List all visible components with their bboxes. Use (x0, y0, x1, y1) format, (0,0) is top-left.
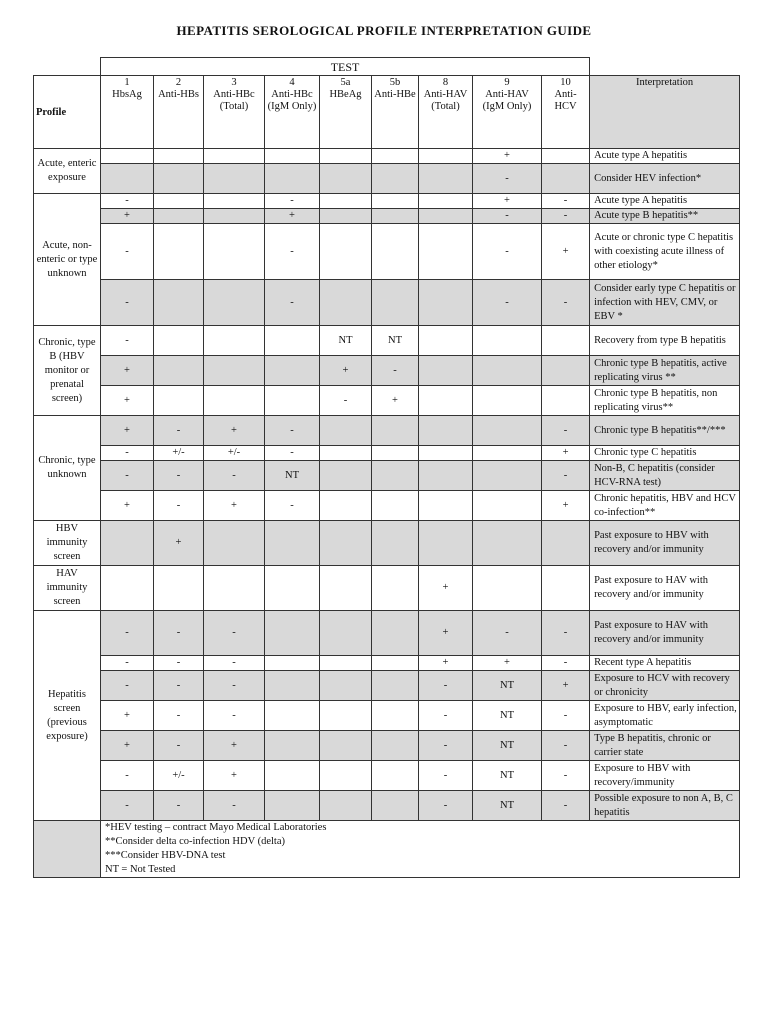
result-cell: + (101, 731, 154, 761)
result-cell: - (101, 224, 154, 280)
result-cell: - (473, 280, 542, 326)
result-cell: - (101, 194, 154, 209)
result-cell (204, 356, 265, 386)
result-cell: - (154, 611, 204, 656)
column-number: 5a (340, 77, 351, 88)
interpretation-cell: Acute type A hepatitis (590, 149, 740, 164)
table-corner (34, 58, 101, 76)
result-cell (419, 194, 473, 209)
result-cell: - (542, 209, 590, 224)
column-header (419, 76, 473, 149)
result-cell: - (419, 731, 473, 761)
result-cell: + (542, 671, 590, 701)
column-header (204, 76, 265, 149)
result-cell: + (204, 731, 265, 761)
table-row (34, 791, 740, 821)
result-cell (265, 611, 320, 656)
column-header (101, 76, 154, 149)
result-cell: + (204, 761, 265, 791)
result-cell: + (320, 356, 372, 386)
result-cell (473, 446, 542, 461)
result-cell (204, 194, 265, 209)
interpretation-cell: Possible exposure to non A, B, C hepatitis (590, 791, 740, 821)
result-cell (154, 224, 204, 280)
profile-cell: Acute, enteric exposure (34, 149, 101, 194)
interpretation-cell: Acute or chronic type C hepatitis with coexisting acute illness of other etiology* (590, 224, 740, 280)
column-number: 8 (442, 77, 449, 88)
result-cell: NT (473, 761, 542, 791)
interpretation-cell: Chronic type B hepatitis, active replicating virus ** (590, 356, 740, 386)
result-cell (154, 326, 204, 356)
table-row (34, 386, 740, 416)
result-cell: - (204, 461, 265, 491)
result-cell: - (542, 791, 590, 821)
result-cell: - (101, 280, 154, 326)
column-name: HbsAg (112, 89, 142, 100)
result-cell (473, 416, 542, 446)
column-header (154, 76, 204, 149)
result-cell (372, 149, 419, 164)
result-cell (372, 416, 419, 446)
interpretation-cell: Recovery from type B hepatitis (590, 326, 740, 356)
table-row (34, 446, 740, 461)
footnote-line: *HEV testing – contract Mayo Medical Laboratories (105, 822, 327, 833)
interpretation-cell: Exposure to HBV with recovery/immunity (590, 761, 740, 791)
result-cell: + (419, 566, 473, 611)
result-cell: - (473, 209, 542, 224)
result-cell (320, 461, 372, 491)
table-row (34, 566, 740, 611)
result-cell (419, 521, 473, 566)
test-group-row (34, 58, 740, 76)
table-row (34, 701, 740, 731)
result-cell: - (542, 701, 590, 731)
column-header (265, 76, 320, 149)
result-cell (204, 521, 265, 566)
test-group-header: TEST (101, 58, 590, 76)
result-cell (154, 209, 204, 224)
result-cell (419, 461, 473, 491)
result-cell (204, 326, 265, 356)
result-cell: - (372, 356, 419, 386)
result-cell (265, 326, 320, 356)
result-cell (265, 566, 320, 611)
result-cell (154, 280, 204, 326)
result-cell (204, 566, 265, 611)
result-cell (154, 194, 204, 209)
interpretation-cell: Type B hepatitis, chronic or carrier state (590, 731, 740, 761)
result-cell: - (101, 791, 154, 821)
table-row (34, 224, 740, 280)
table-row (34, 416, 740, 446)
table-corner-right (590, 58, 740, 76)
result-cell (154, 386, 204, 416)
result-cell (372, 731, 419, 761)
table-row (34, 326, 740, 356)
interpretation-header: Interpretation (590, 76, 740, 149)
result-cell: + (265, 209, 320, 224)
table-row (34, 209, 740, 224)
result-cell: - (542, 731, 590, 761)
interpretation-cell: Consider HEV infection* (590, 164, 740, 194)
result-cell: - (419, 791, 473, 821)
result-cell (542, 149, 590, 164)
column-number: 9 (504, 77, 510, 88)
result-cell: + (101, 209, 154, 224)
result-cell: - (154, 656, 204, 671)
result-cell (320, 491, 372, 521)
result-cell: - (473, 164, 542, 194)
result-cell: - (419, 761, 473, 791)
table-row (34, 656, 740, 671)
table-row (34, 280, 740, 326)
result-cell: + (204, 491, 265, 521)
result-cell: - (265, 491, 320, 521)
result-cell: - (542, 611, 590, 656)
column-name: Anti-HBc (Total) (213, 89, 255, 112)
column-number: 5b (389, 77, 401, 88)
result-cell (320, 611, 372, 656)
result-cell (320, 164, 372, 194)
interpretation-cell: Chronic type B hepatitis**/*** (590, 416, 740, 446)
result-cell: NT (473, 671, 542, 701)
result-cell: - (154, 491, 204, 521)
result-cell (320, 701, 372, 731)
result-cell: - (542, 761, 590, 791)
interpretation-cell: Chronic hepatitis, HBV and HCV co-infection** (590, 491, 740, 521)
table-row (34, 194, 740, 209)
result-cell (320, 224, 372, 280)
result-cell: - (101, 446, 154, 461)
result-cell: - (204, 791, 265, 821)
column-name: Anti-HBc (IgM Only) (267, 89, 317, 112)
result-cell (419, 149, 473, 164)
footnote-spacer (34, 821, 101, 878)
column-header (542, 76, 590, 149)
profile-cell: Acute, non-enteric or type unknown (34, 194, 101, 326)
result-cell: - (265, 224, 320, 280)
result-cell (154, 566, 204, 611)
interpretation-cell: Past exposure to HBV with recovery and/or immunity (590, 521, 740, 566)
footnote-line: NT = Not Tested (105, 864, 176, 875)
result-cell: - (265, 416, 320, 446)
result-cell: - (154, 791, 204, 821)
result-cell: - (473, 611, 542, 656)
result-cell (372, 791, 419, 821)
column-name: Anti-HBs (158, 89, 199, 100)
result-cell (320, 194, 372, 209)
result-cell: NT (473, 731, 542, 761)
result-cell: - (265, 446, 320, 461)
result-cell (473, 491, 542, 521)
result-cell (154, 149, 204, 164)
result-cell (320, 566, 372, 611)
result-cell (265, 521, 320, 566)
result-cell: - (419, 701, 473, 731)
result-cell (419, 446, 473, 461)
result-cell: + (372, 386, 419, 416)
result-cell (542, 326, 590, 356)
table-row (34, 761, 740, 791)
result-cell: +/- (154, 446, 204, 461)
column-header (473, 76, 542, 149)
result-cell (419, 224, 473, 280)
result-cell (101, 566, 154, 611)
result-cell (473, 386, 542, 416)
result-cell: - (154, 731, 204, 761)
result-cell: + (473, 149, 542, 164)
result-cell: + (473, 194, 542, 209)
result-cell: + (204, 416, 265, 446)
result-cell: - (101, 461, 154, 491)
column-name: Anti-HBe (374, 89, 416, 100)
column-name: Anti-HAV (IgM Only) (482, 89, 532, 112)
result-cell: - (419, 671, 473, 701)
result-cell (473, 566, 542, 611)
result-cell (542, 386, 590, 416)
interpretation-cell: Exposure to HCV with recovery or chronicity (590, 671, 740, 701)
table-row (34, 671, 740, 701)
result-cell (265, 356, 320, 386)
page-title: HEPATITIS SEROLOGICAL PROFILE INTERPRETATION GUIDE (176, 23, 592, 38)
result-cell: - (542, 656, 590, 671)
result-cell: +/- (154, 761, 204, 791)
footnote-row (34, 821, 740, 878)
result-cell (204, 209, 265, 224)
column-number: 3 (231, 77, 237, 88)
result-cell (320, 149, 372, 164)
interpretation-cell: Non-B, C hepatitis (consider HCV-RNA test) (590, 461, 740, 491)
result-cell: +/- (204, 446, 265, 461)
result-cell (419, 326, 473, 356)
result-cell: - (204, 671, 265, 701)
table-row (34, 611, 740, 656)
result-cell (204, 386, 265, 416)
result-cell (154, 356, 204, 386)
result-cell: NT (473, 791, 542, 821)
result-cell (419, 386, 473, 416)
footnotes (101, 821, 740, 878)
result-cell (320, 791, 372, 821)
result-cell (542, 566, 590, 611)
result-cell (204, 224, 265, 280)
column-name: Anti-HAV (Total) (423, 89, 468, 112)
table-row (34, 521, 740, 566)
result-cell: - (101, 611, 154, 656)
result-cell (542, 521, 590, 566)
result-cell (542, 356, 590, 386)
result-cell (204, 164, 265, 194)
result-cell (204, 149, 265, 164)
profile-cell: HAV immunity screen (34, 566, 101, 611)
table-row (34, 164, 740, 194)
result-cell: + (542, 224, 590, 280)
result-cell (101, 149, 154, 164)
table-row (34, 491, 740, 521)
result-cell (372, 461, 419, 491)
result-cell: - (101, 671, 154, 701)
column-number: 2 (175, 77, 182, 88)
result-cell: - (320, 386, 372, 416)
result-cell (419, 491, 473, 521)
column-name: Anti-HCV (554, 89, 577, 112)
result-cell (320, 521, 372, 566)
result-cell: - (101, 656, 154, 671)
result-cell (265, 701, 320, 731)
result-cell (154, 164, 204, 194)
result-cell: - (542, 280, 590, 326)
result-cell: NT (320, 326, 372, 356)
result-cell (372, 671, 419, 701)
result-cell (320, 280, 372, 326)
footnote-line: ***Consider HBV-DNA test (105, 850, 226, 861)
result-cell (204, 280, 265, 326)
result-cell: - (265, 280, 320, 326)
result-cell (265, 671, 320, 701)
result-cell (473, 461, 542, 491)
result-cell (320, 671, 372, 701)
result-cell (419, 164, 473, 194)
result-cell (320, 416, 372, 446)
result-cell: + (101, 701, 154, 731)
result-cell (372, 280, 419, 326)
result-cell: - (542, 194, 590, 209)
column-number: 4 (289, 77, 295, 88)
column-header (372, 76, 419, 149)
result-cell (542, 164, 590, 194)
profile-cell: Chronic, type B (HBV monitor or prenatal screen) (34, 326, 101, 416)
result-cell: - (204, 701, 265, 731)
result-cell: NT (372, 326, 419, 356)
result-cell: - (101, 761, 154, 791)
result-cell (320, 761, 372, 791)
result-cell (419, 209, 473, 224)
result-cell (473, 521, 542, 566)
result-cell (265, 149, 320, 164)
result-cell (265, 761, 320, 791)
interpretation-cell: Consider early type C hepatitis or infection with HEV, CMV, or EBV * (590, 280, 740, 326)
column-number: 1 (124, 77, 130, 88)
result-cell: - (154, 701, 204, 731)
result-cell: - (154, 671, 204, 701)
table-row (34, 731, 740, 761)
result-cell (419, 356, 473, 386)
interpretation-cell: Recent type A hepatitis (590, 656, 740, 671)
table-row (34, 461, 740, 491)
interpretation-cell: Past exposure to HAV with recovery and/or immunity (590, 566, 740, 611)
interpretation-cell: Exposure to HBV, early infection, asymptomatic (590, 701, 740, 731)
result-cell: + (101, 386, 154, 416)
result-cell: - (154, 461, 204, 491)
profile-cell: HBV immunity screen (34, 521, 101, 566)
result-cell (320, 209, 372, 224)
column-name: HBeAg (329, 89, 362, 100)
result-cell (473, 326, 542, 356)
result-cell: NT (265, 461, 320, 491)
result-cell: NT (473, 701, 542, 731)
result-cell: + (101, 356, 154, 386)
result-cell (320, 656, 372, 671)
result-cell (265, 791, 320, 821)
interpretation-cell: Past exposure to HAV with recovery and/or immunity (590, 611, 740, 656)
result-cell (372, 491, 419, 521)
result-cell (320, 731, 372, 761)
interpretation-cell: Chronic type B hepatitis, non replicating virus** (590, 386, 740, 416)
result-cell (419, 416, 473, 446)
result-cell (372, 656, 419, 671)
result-cell: - (542, 461, 590, 491)
result-cell (372, 164, 419, 194)
result-cell (101, 521, 154, 566)
interpretation-cell: Acute type A hepatitis (590, 194, 740, 209)
result-cell: - (101, 326, 154, 356)
result-cell (101, 164, 154, 194)
result-cell: + (101, 491, 154, 521)
result-cell: - (265, 194, 320, 209)
table-row (34, 356, 740, 386)
column-header-row (34, 76, 740, 149)
result-cell (372, 701, 419, 731)
result-cell: + (419, 656, 473, 671)
result-cell (372, 446, 419, 461)
result-cell (372, 224, 419, 280)
result-cell (372, 209, 419, 224)
result-cell: - (473, 224, 542, 280)
result-cell: + (419, 611, 473, 656)
profile-header: Profile (34, 76, 101, 149)
profile-cell: Hepatitis screen (previous exposure) (34, 611, 101, 821)
result-cell: + (542, 491, 590, 521)
result-cell (265, 164, 320, 194)
result-cell (372, 761, 419, 791)
result-cell (372, 194, 419, 209)
column-number: 10 (560, 77, 571, 88)
result-cell (372, 566, 419, 611)
result-cell: + (154, 521, 204, 566)
result-cell (372, 521, 419, 566)
result-cell (265, 731, 320, 761)
result-cell (419, 280, 473, 326)
table-row (34, 149, 740, 164)
result-cell (473, 356, 542, 386)
column-header (320, 76, 372, 149)
result-cell (372, 611, 419, 656)
result-cell: - (204, 611, 265, 656)
result-cell (265, 656, 320, 671)
interpretation-cell: Acute type B hepatitis** (590, 209, 740, 224)
profile-cell: Chronic, type unknown (34, 416, 101, 521)
result-cell (265, 386, 320, 416)
serology-table (33, 57, 740, 878)
interpretation-cell: Chronic type C hepatitis (590, 446, 740, 461)
result-cell: + (473, 656, 542, 671)
result-cell (320, 446, 372, 461)
result-cell: - (204, 656, 265, 671)
result-cell: + (101, 416, 154, 446)
result-cell: - (542, 416, 590, 446)
footnote-line: **Consider delta co-infection HDV (delta) (105, 836, 286, 847)
result-cell: - (154, 416, 204, 446)
result-cell: + (542, 446, 590, 461)
